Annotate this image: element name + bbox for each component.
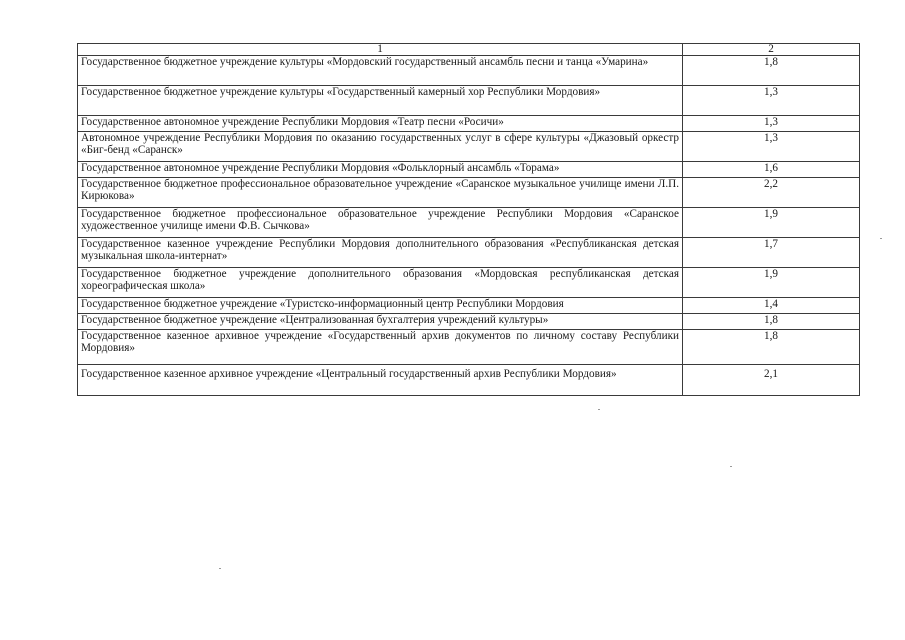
table-row xyxy=(78,56,860,86)
scan-speck xyxy=(880,238,882,239)
coefficient-value: 2,1 xyxy=(683,365,860,396)
table-row xyxy=(78,86,860,116)
coefficient-value: 1,8 xyxy=(683,330,860,365)
institution-name: Государственное бюджетное учреждение дополнительного образования «Мордовская республиканская детская хореографическая школа» xyxy=(78,268,683,298)
table-header-row xyxy=(78,44,860,56)
table-row xyxy=(78,162,860,178)
table-row xyxy=(78,268,860,298)
table-row xyxy=(78,365,860,396)
table-row xyxy=(78,238,860,268)
column-header-1: 1 xyxy=(78,44,683,56)
institution-name: Государственное бюджетное учреждение культуры «Мордовский государственный ансамбль песни и танца «Умарина» xyxy=(78,56,683,86)
scan-speck xyxy=(730,466,732,467)
coefficient-value: 1,9 xyxy=(683,268,860,298)
institution-name: Государственное автономное учреждение Республики Мордовия «Театр песни «Росичи» xyxy=(78,116,683,132)
scan-speck xyxy=(598,409,600,410)
institution-name: Государственное бюджетное учреждение культуры «Государственный камерный хор Республики Мордовия» xyxy=(78,86,683,116)
coefficient-value: 1,3 xyxy=(683,116,860,132)
coefficient-value: 2,2 xyxy=(683,178,860,208)
table-row xyxy=(78,116,860,132)
institution-name: Государственное бюджетное профессиональное образовательное учреждение Республики Мордовия «Саранское художественное училище имени Ф.В. Сычкова» xyxy=(78,208,683,238)
institution-name: Государственное бюджетное учреждение «Туристско-информационный центр Республики Мордовия xyxy=(78,298,683,314)
table-row xyxy=(78,208,860,238)
coefficient-value: 1,8 xyxy=(683,314,860,330)
institution-name: Государственное бюджетное учреждение «Централизованная бухгалтерия учреждений культуры» xyxy=(78,314,683,330)
table-row xyxy=(78,314,860,330)
institution-name: Государственное автономное учреждение Республики Мордовия «Фольклорный ансамбль «Торама» xyxy=(78,162,683,178)
institution-name: Автономное учреждение Республики Мордовия по оказанию государственных услуг в сфере культуры «Джазовый оркестр «Биг-бенд «Саранск» xyxy=(78,132,683,162)
coefficient-value: 1,9 xyxy=(683,208,860,238)
institution-name: Государственное казенное архивное учреждение «Центральный государственный архив Республики Мордовия» xyxy=(78,365,683,396)
column-header-2: 2 xyxy=(683,44,860,56)
coefficient-value: 1,6 xyxy=(683,162,860,178)
scan-speck xyxy=(219,568,221,569)
institution-name: Государственное бюджетное профессиональное образовательное учреждение «Саранское музыкальное училище имени Л.П. Кирюкова» xyxy=(78,178,683,208)
institution-name: Государственное казенное учреждение Республики Мордовия дополнительного образования «Республиканская детская музыкальная школа-интернат» xyxy=(78,238,683,268)
table-row xyxy=(78,178,860,208)
coefficient-value: 1,8 xyxy=(683,56,860,86)
coefficient-table xyxy=(77,43,860,396)
coefficient-value: 1,7 xyxy=(683,238,860,268)
coefficient-value: 1,3 xyxy=(683,132,860,162)
table-row xyxy=(78,132,860,162)
table-row xyxy=(78,330,860,365)
institution-name: Государственное казенное архивное учреждение «Государственный архив документов по личному составу Республики Мордовия» xyxy=(78,330,683,365)
table-row xyxy=(78,298,860,314)
coefficient-value: 1,4 xyxy=(683,298,860,314)
coefficient-value: 1,3 xyxy=(683,86,860,116)
